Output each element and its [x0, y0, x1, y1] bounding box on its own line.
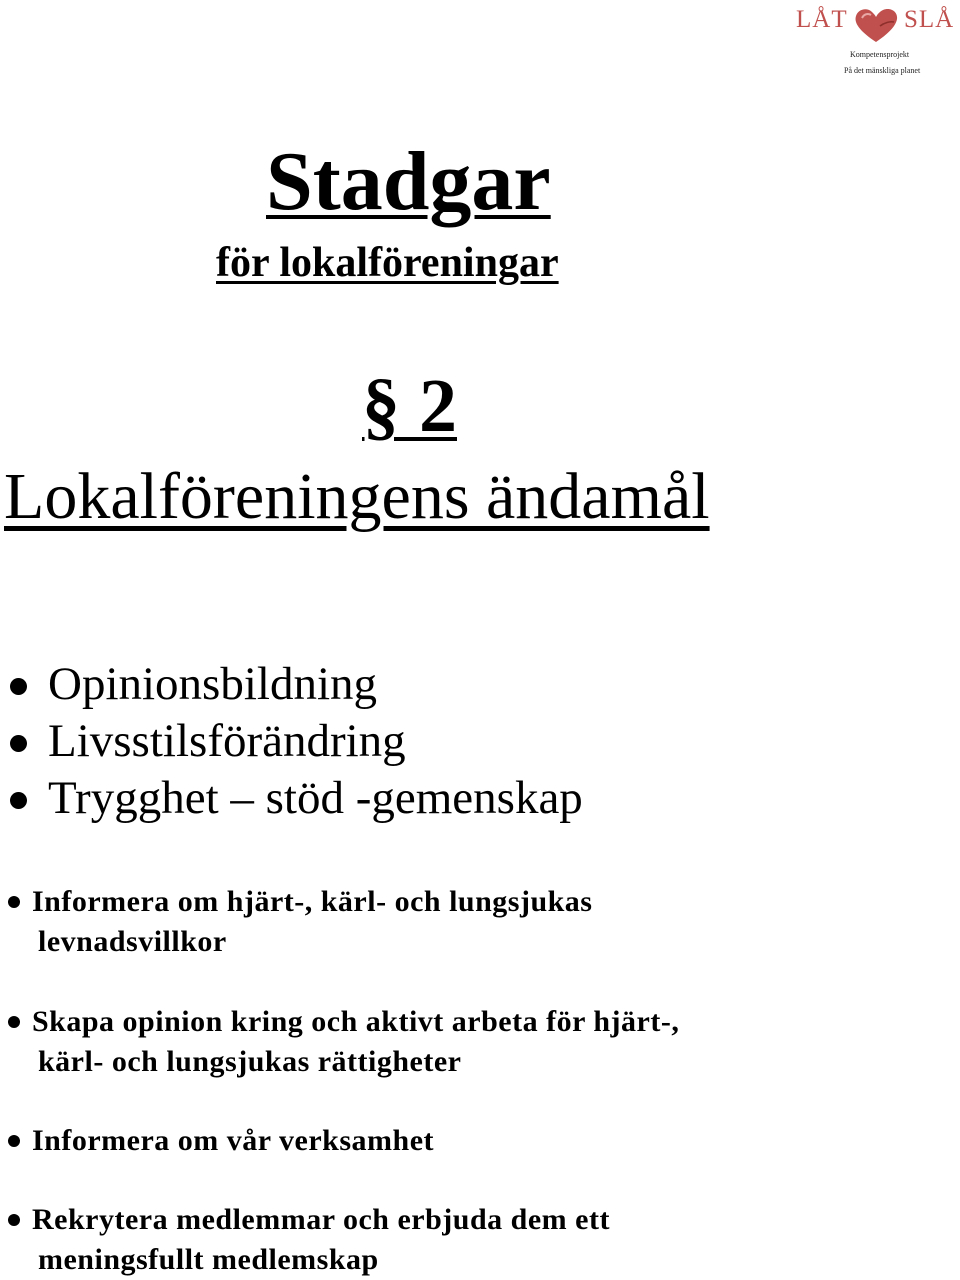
main-list-item — [10, 713, 583, 770]
sub-item-line: Informera om vår verksamhet — [32, 1124, 435, 1157]
logo-subtitle-2: På det mänskliga planet — [844, 66, 921, 75]
sub-item-line: meningsfullt medlemskap — [38, 1243, 379, 1276]
main-item-text: Trygghet – stöd -gemenskap — [48, 772, 583, 824]
section-number: § 2 — [362, 364, 457, 448]
logo-subtitle-1: Kompetensprojekt — [850, 50, 910, 59]
main-item-text: Opinionsbildning — [48, 658, 378, 710]
sub-list-item — [8, 1200, 610, 1280]
bullet-icon — [8, 896, 20, 908]
main-list-item — [10, 656, 583, 713]
logo-word-sla: SLÅ — [904, 6, 955, 33]
sub-list-item — [8, 882, 593, 962]
bullet-icon — [10, 792, 27, 809]
document-subtitle: för lokalföreningar — [216, 240, 559, 286]
sub-item-line: kärl- och lungsjukas rättigheter — [38, 1045, 462, 1078]
heart-icon — [852, 6, 900, 44]
bullet-icon — [10, 678, 27, 695]
section-title: Lokalföreningens ändamål — [4, 460, 710, 533]
sub-list-item — [8, 1002, 679, 1082]
logo-word-lat: LÅT — [796, 6, 848, 33]
document-title: Stadgar — [266, 135, 551, 228]
bullet-icon — [8, 1214, 20, 1226]
bullet-icon — [8, 1135, 20, 1147]
sub-list-item — [8, 1121, 434, 1161]
bullet-icon — [10, 735, 27, 752]
main-list-item — [10, 770, 583, 827]
sub-item-line: Rekrytera medlemmar och erbjuda dem ett — [32, 1203, 610, 1236]
project-logo — [790, 4, 960, 80]
sub-item-line: Informera om hjärt-, kärl- och lungsjukas — [32, 885, 593, 918]
logo-title — [790, 6, 960, 42]
bullet-icon — [8, 1016, 20, 1028]
main-purpose-list — [10, 656, 583, 827]
sub-item-line: Skapa opinion kring och aktivt arbeta för hjärt-, — [32, 1005, 680, 1038]
main-item-text: Livsstilsförändring — [48, 715, 406, 767]
sub-item-line: levnadsvillkor — [38, 925, 227, 958]
